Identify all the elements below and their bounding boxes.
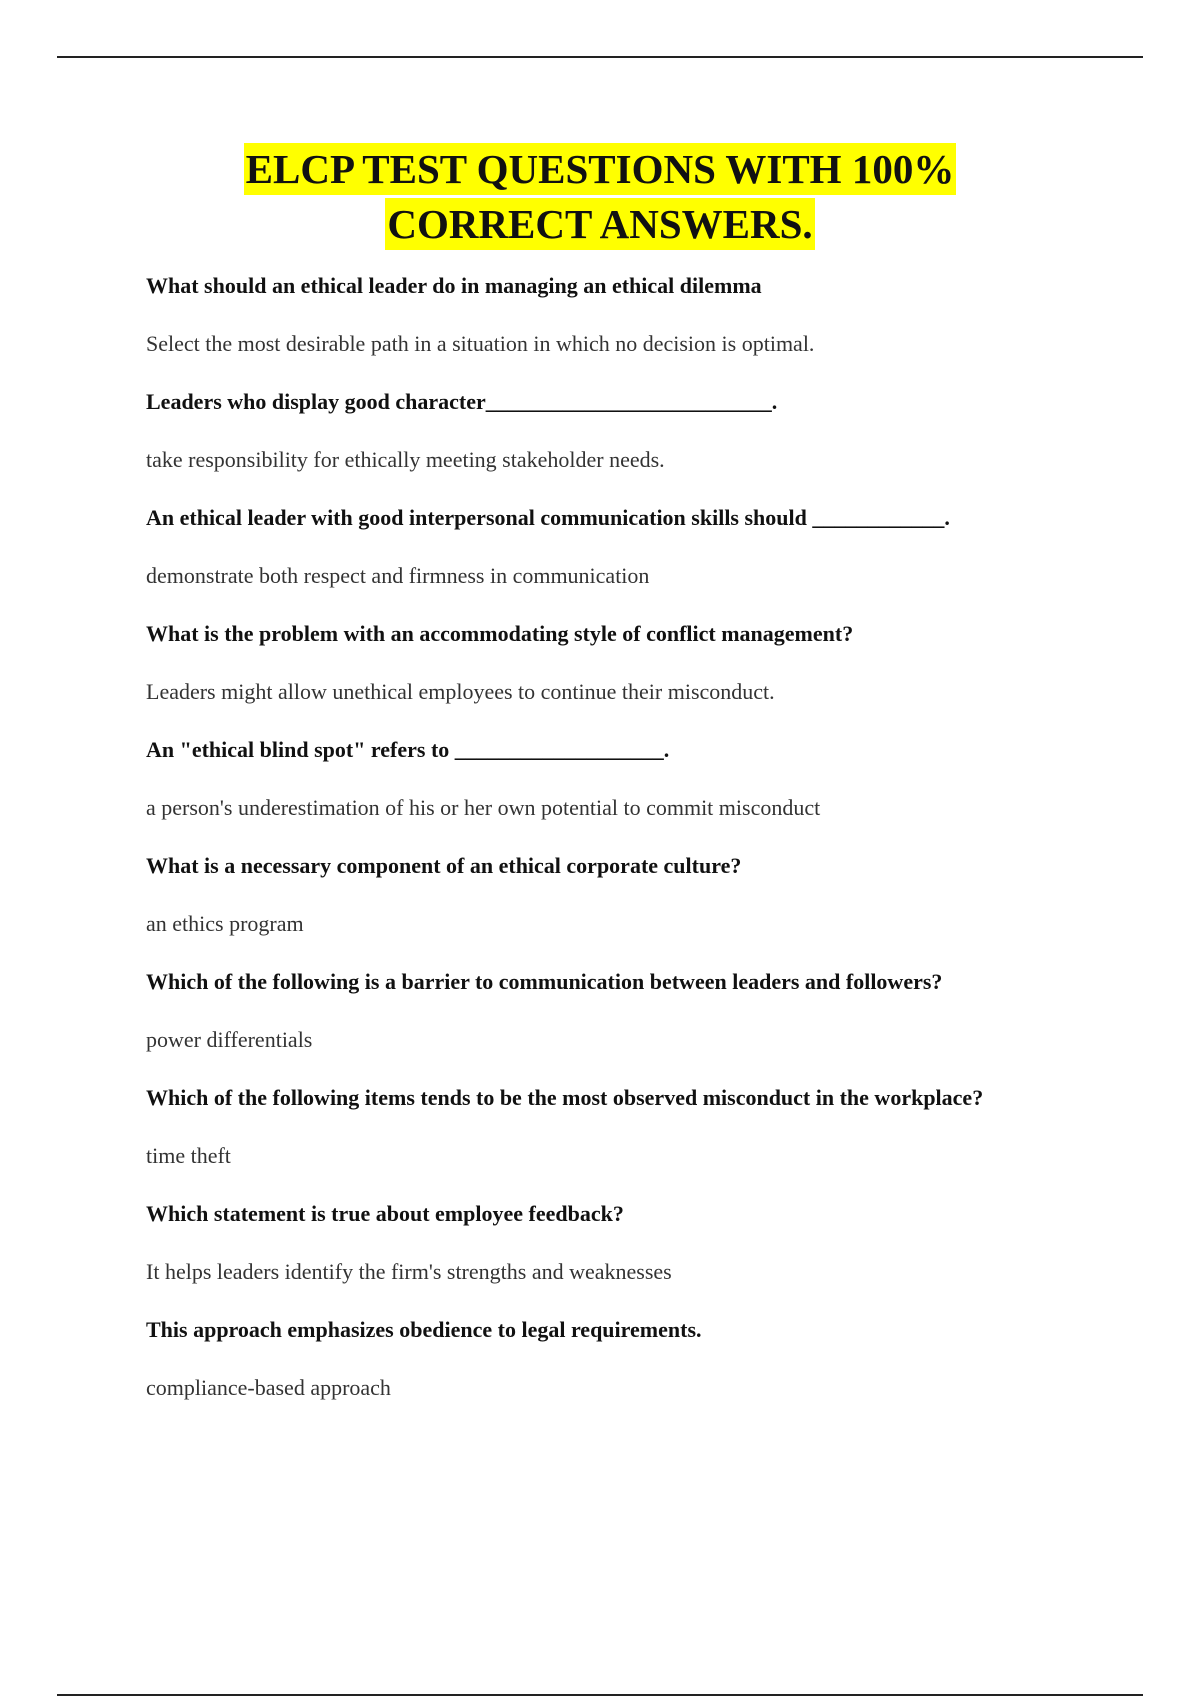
question-answer-list bbox=[146, 268, 1146, 1428]
answer-text: a person's underestimation of his or her own potential to commit misconduct bbox=[146, 795, 821, 820]
question-text: Which of the following is a barrier to communication between leaders and followers? bbox=[146, 969, 943, 994]
question-text: Which of the following items tends to be the most observed misconduct in the workplace? bbox=[146, 1085, 984, 1110]
qa-item-2 bbox=[146, 384, 1146, 500]
question-text: An "ethical blind spot" refers to ___________________. bbox=[146, 737, 670, 762]
qa-item-8 bbox=[146, 1080, 1146, 1196]
answer-text: time theft bbox=[146, 1143, 231, 1168]
footer-rule bbox=[57, 1694, 1143, 1696]
header-rule bbox=[57, 56, 1143, 58]
answer-text: Leaders might allow unethical employees to continue their misconduct. bbox=[146, 679, 775, 704]
question-text: What is the problem with an accommodating style of conflict management? bbox=[146, 621, 854, 646]
qa-item-5 bbox=[146, 732, 1146, 848]
qa-item-6 bbox=[146, 848, 1146, 964]
qa-item-7 bbox=[146, 964, 1146, 1080]
question-text: This approach emphasizes obedience to legal requirements. bbox=[146, 1317, 702, 1342]
question-text: Leaders who display good character__________________________. bbox=[146, 389, 778, 414]
qa-item-4 bbox=[146, 616, 1146, 732]
answer-text: an ethics program bbox=[146, 911, 304, 936]
answer-text: demonstrate both respect and firmness in communication bbox=[146, 563, 650, 588]
answer-text: Select the most desirable path in a situation in which no decision is optimal. bbox=[146, 331, 815, 356]
answer-text: take responsibility for ethically meeting stakeholder needs. bbox=[146, 447, 665, 472]
title-line-1: ELCP TEST QUESTIONS WITH 100% bbox=[244, 143, 957, 195]
answer-text: power differentials bbox=[146, 1027, 313, 1052]
question-text: Which statement is true about employee feedback? bbox=[146, 1201, 624, 1226]
question-text: An ethical leader with good interpersonal communication skills should ____________. bbox=[146, 505, 950, 530]
question-text: What should an ethical leader do in managing an ethical dilemma bbox=[146, 273, 762, 298]
qa-item-3 bbox=[146, 500, 1146, 616]
question-text: What is a necessary component of an ethical corporate culture? bbox=[146, 853, 742, 878]
answer-text: compliance-based approach bbox=[146, 1375, 391, 1400]
qa-item-1 bbox=[146, 268, 1146, 384]
document-title bbox=[0, 143, 1200, 253]
qa-item-10 bbox=[146, 1312, 1146, 1428]
answer-text: It helps leaders identify the firm's strengths and weaknesses bbox=[146, 1259, 672, 1284]
qa-item-9 bbox=[146, 1196, 1146, 1312]
title-line-2: CORRECT ANSWERS. bbox=[385, 198, 814, 250]
